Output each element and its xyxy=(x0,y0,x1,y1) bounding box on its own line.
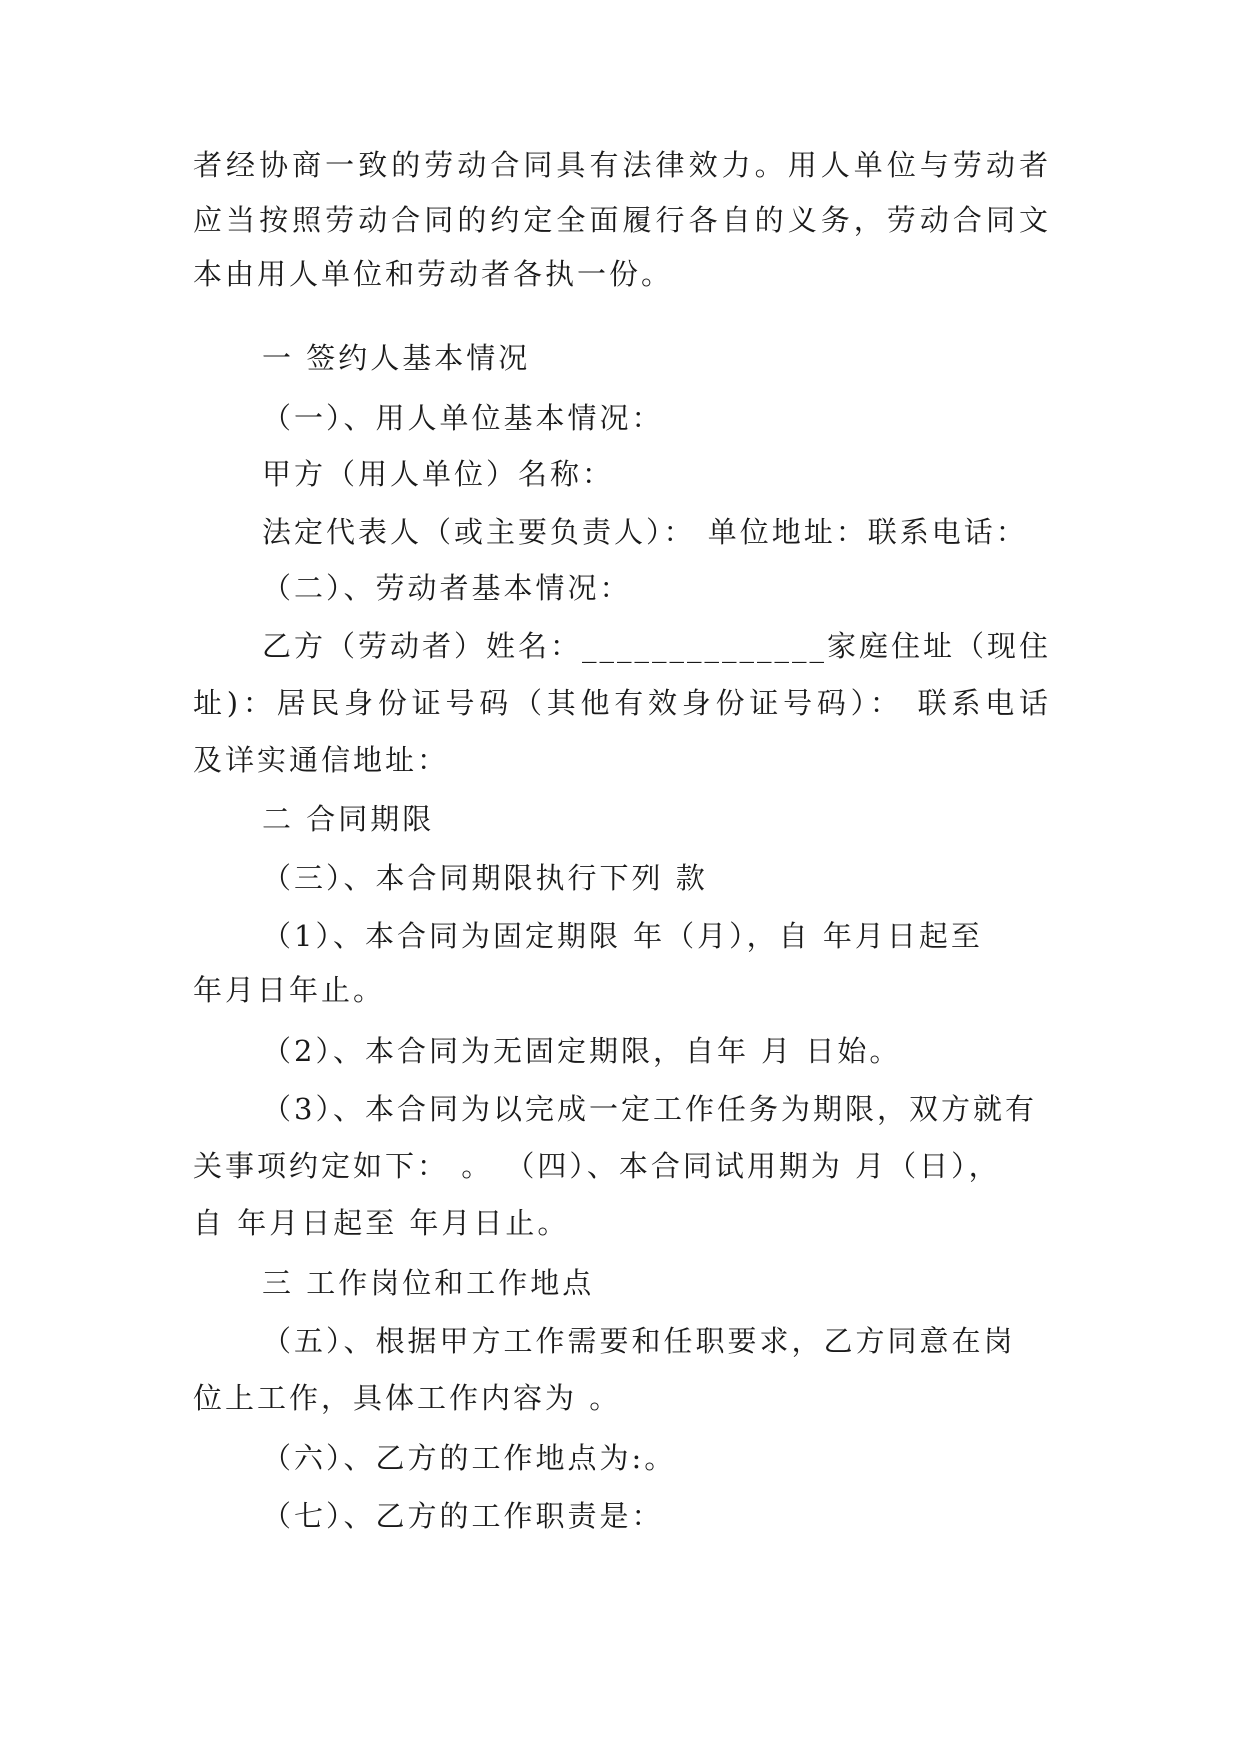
text-line: 位上工作，具体工作内容为 。 xyxy=(193,1381,622,1415)
text-line: 应当按照劳动合同的约定全面履行各自的义务，劳动合同文 xyxy=(193,203,1051,237)
text-line: 关事项约定如下： 。 （四）、本合同试用期为 月（日）， xyxy=(193,1149,1001,1183)
subsection-heading: （一）、用人单位基本情况： xyxy=(262,401,664,435)
text-line: 者经协商一致的劳动合同具有法律效力。用人单位与劳动者 xyxy=(193,148,1051,182)
text-line: （七）、乙方的工作职责是： xyxy=(262,1499,664,1533)
subsection-heading: （二）、劳动者基本情况： xyxy=(262,571,632,605)
text-line: （六）、乙方的工作地点为:。 xyxy=(262,1441,677,1475)
text-line: 自 年月日起至 年月日止。 xyxy=(193,1206,570,1240)
field-label: 甲方（用人单位）名称： xyxy=(262,457,615,491)
text-line: （五）、根据甲方工作需要和任职要求，乙方同意在岗 xyxy=(262,1324,1016,1358)
section-heading: 二 合同期限 xyxy=(262,802,435,836)
text-line: （2）、本合同为无固定期限，自年 月 日始。 xyxy=(262,1034,902,1068)
text-line: （3）、本合同为以完成一定工作任务为期限，双方就有 xyxy=(262,1092,1037,1126)
subsection-heading: （三）、本合同期限执行下列 款 xyxy=(262,861,708,895)
text-line: 本由用人单位和劳动者各执一份。 xyxy=(193,257,674,291)
section-heading: 三 工作岗位和工作地点 xyxy=(262,1266,595,1300)
section-heading: 一 签约人基本情况 xyxy=(262,341,531,375)
field-label: 乙方（劳动者）姓名：______________家庭住址（现住 xyxy=(262,629,1052,663)
text-line: （1）、本合同为固定期限 年（月），自 年月日起至 xyxy=(262,919,983,953)
field-label: 法定代表人（或主要负责人）： 单位地址：联系电话： xyxy=(262,515,1028,549)
text-line: 年月日年止。 xyxy=(193,973,386,1007)
text-line: 及详实通信地址： xyxy=(193,743,450,777)
text-line: 址)：居民身份证号码（其他有效身份证号码）： 联系电话 xyxy=(193,686,1051,720)
